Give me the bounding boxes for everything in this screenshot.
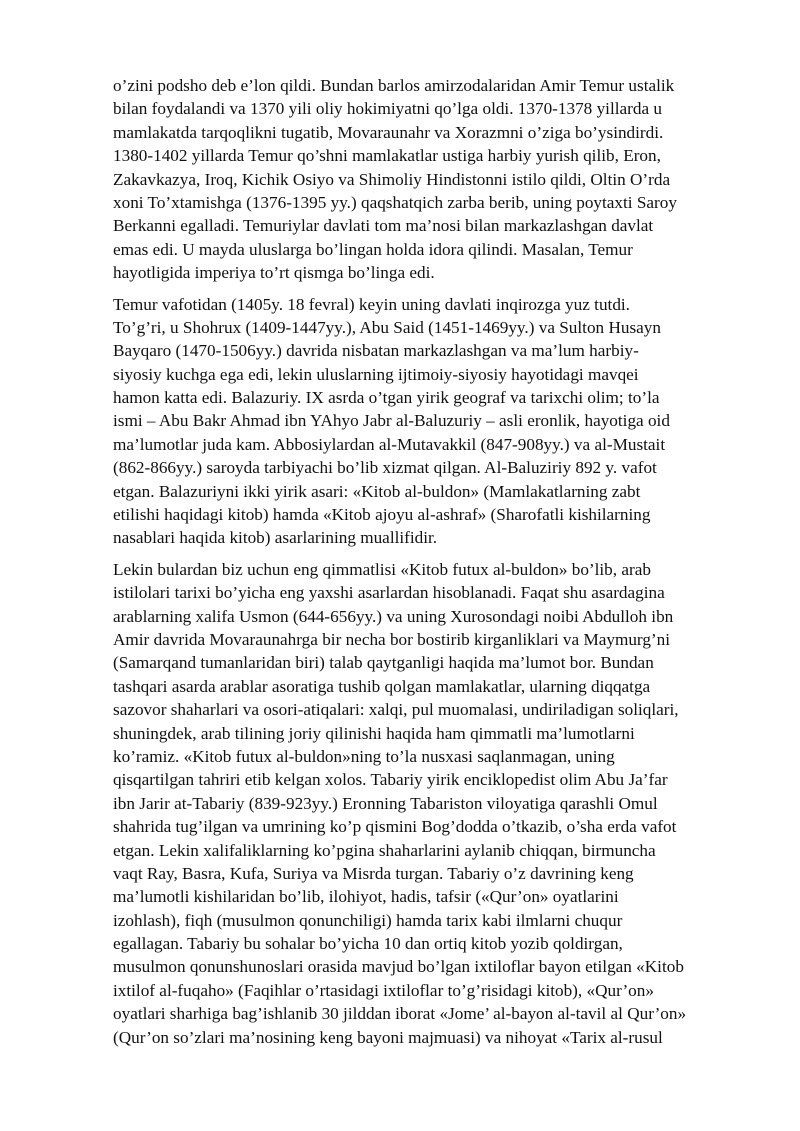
- text-line: ko’ramiz. «Kitob futux al-buldon»ning to’la nusxasi saqlanmagan, uning: [113, 746, 615, 766]
- text-line: Zakavkazya, Iroq, Kichik Osiyo va Shimoliy Hindistonni istilo qildi, Oltin O’rda: [113, 169, 671, 189]
- text-line: Berkanni egalladi. Temuriylar davlati tom ma’nosi bilan markazlashgan davlat: [113, 216, 654, 236]
- text-line: nasablari haqida kitob) asarlarining muallifidir.: [113, 528, 438, 548]
- text-line: Amir davrida Movaraunahrga bir necha bor bostirib kirganliklari va Maymurg’ni: [113, 629, 671, 649]
- text-line: 1380-1402 yillarda Temur qo’shni mamlakatlar ustiga harbiy yurish qilib, Eron,: [113, 146, 661, 166]
- text-line: ma’lumotlar juda kam. Abbosiylardan al-Mutavakkil (847-908yy.) va al-Mustait: [113, 434, 666, 454]
- paragraph: [113, 293, 753, 550]
- text-line: (Samarqand tumanlaridan biri) talab qaytganligi haqida ma’lumot bor. Bundan: [113, 653, 654, 673]
- text-line: hayotligida imperiya to’rt qismga bo’linga edi.: [113, 263, 435, 283]
- text-line: (862-866yy.) saroyda tarbiyachi bo’lib xizmat qilgan. Al-Baluziriy 892 y. vafot: [113, 458, 657, 478]
- text-line: Bayqaro (1470-1506yy.) davrida nisbatan markazlashgan va ma’lum harbiy-: [113, 341, 639, 361]
- text-line: etgan. Balazuriyni ikki yirik asari: «Kitob al-buldon» (Mamlakatlarning zabt: [113, 481, 641, 501]
- text-line: vaqt Ray, Basra, Kufa, Suriya va Misrda turgan. Tabariy o’z davrining keng: [113, 863, 634, 883]
- text-line: hamon katta edi. Balazuriy. IX asrda o’tgan yirik geograf va tarixchi olim; to’la: [113, 388, 660, 408]
- text-line: bilan foydalandi va 1370 yili oliy hokimiyatni qo’lga oldi. 1370-1378 yillarda u: [113, 99, 662, 119]
- text-line: ismi – Abu Bakr Ahmad ibn YAhyo Jabr al-Baluzuriy – asli eronlik, hayotiga oid: [113, 411, 670, 431]
- text-line: ibn Jarir at-Tabariy (839-923yy.) Eronning Tabariston viloyatiga qarashli Omul: [113, 793, 658, 813]
- paragraph: [113, 558, 753, 1049]
- text-line: (Qur’on so’zlari ma’nosining keng bayoni majmuasi) va nihoyat «Tarix al-rusul: [113, 1027, 663, 1047]
- text-line: arablarning xalifa Usmon (644-656yy.) va uning Xurosondagi noibi Abdulloh ibn: [113, 606, 674, 626]
- text-line: izohlash), fiqh (musulmon qonunchiligi) hamda tarix kabi ilmlarni chuqur: [113, 910, 623, 930]
- text-line: shahrida tug’ilgan va umrining ko’p qismini Bog’dodda o’tkazib, o’sha erda vafot: [113, 817, 677, 837]
- text-line: etilishi haqidagi kitob) hamda «Kitob ajoyu al-ashraf» (Sharofatli kishilarning: [113, 505, 651, 525]
- text-line: musulmon qonunshunoslari orasida mavjud bo’lgan ixtiloflar bayon etilgan «Kitob: [113, 957, 684, 977]
- paragraph: [113, 74, 753, 285]
- text-line: Temur vafotidan (1405y. 18 fevral) keyin uning davlati inqirozga yuz tutdi.: [113, 294, 630, 314]
- text-line: oyatlari sharhiga bag’ishlanib 30 jilddan iborat «Jome’ al-bayon al-tavil al Qur’on»: [113, 1004, 687, 1024]
- text-line: ma’lumotli kishilaridan bo’lib, ilohiyot, hadis, tafsir («Qur’on» oyatlarini: [113, 887, 619, 907]
- text-line: shuningdek, arab tilining joriy qilinishi haqida ham qimmatli ma’lumotlarni: [113, 723, 635, 743]
- text-line: emas edi. U mayda uluslarga bo’lingan holda idora qilindi. Masalan, Temur: [113, 239, 633, 259]
- text-line: egallagan. Tabariy bu sohalar bo’yicha 10 dan ortiq kitob yozib qoldirgan,: [113, 934, 623, 954]
- text-line: Lekin bulardan biz uchun eng qimmatlisi «Kitob futux al-buldon» bo’lib, arab: [113, 559, 651, 579]
- text-line: istilolari tarixi bo’yicha eng yaxshi asarlardan hisoblanadi. Faqat shu asardagina: [113, 583, 665, 603]
- text-line: etgan. Lekin xalifaliklarning ko’pgina shaharlarini aylanib chiqqan, birmuncha: [113, 840, 656, 860]
- text-line: xoni To’xtamishga (1376-1395 yy.) qaqshatqich zarba berib, uning poytaxti Saroy: [113, 192, 677, 212]
- text-line: sazovor shaharlari va osori-atiqalari: xalqi, pul muomalasi, undiriladigan soliqlari,: [113, 700, 679, 720]
- text-line: siyosiy kuchga ega edi, lekin uluslarning ijtimoiy-siyosiy hayotidagi mavqei: [113, 364, 639, 384]
- text-line: ixtilof al-fuqaho» (Faqihlar o’rtasidagi ixtiloflar to’g’risidagi kitob), «Qur’on»: [113, 980, 654, 1000]
- document-page: [113, 74, 753, 1057]
- text-line: qisqartilgan tahriri etib kelgan xolos. Tabariy yirik enciklopedist olim Abu Ja’far: [113, 770, 668, 790]
- text-line: mamlakatda tarqoqlikni tugatib, Movaraunahr va Xorazmni o’ziga bo’ysindirdi.: [113, 122, 664, 142]
- text-line: tashqari asarda arablar asoratiga tushib qolgan mamlakatlar, ularning diqqatga: [113, 676, 651, 696]
- text-line: To’g’ri, u Shohrux (1409-1447yy.), Abu Said (1451-1469yy.) va Sulton Husayn: [113, 317, 661, 337]
- text-line: o’zini podsho deb e’lon qildi. Bundan barlos amirzodalaridan Amir Temur ustalik: [113, 76, 675, 95]
